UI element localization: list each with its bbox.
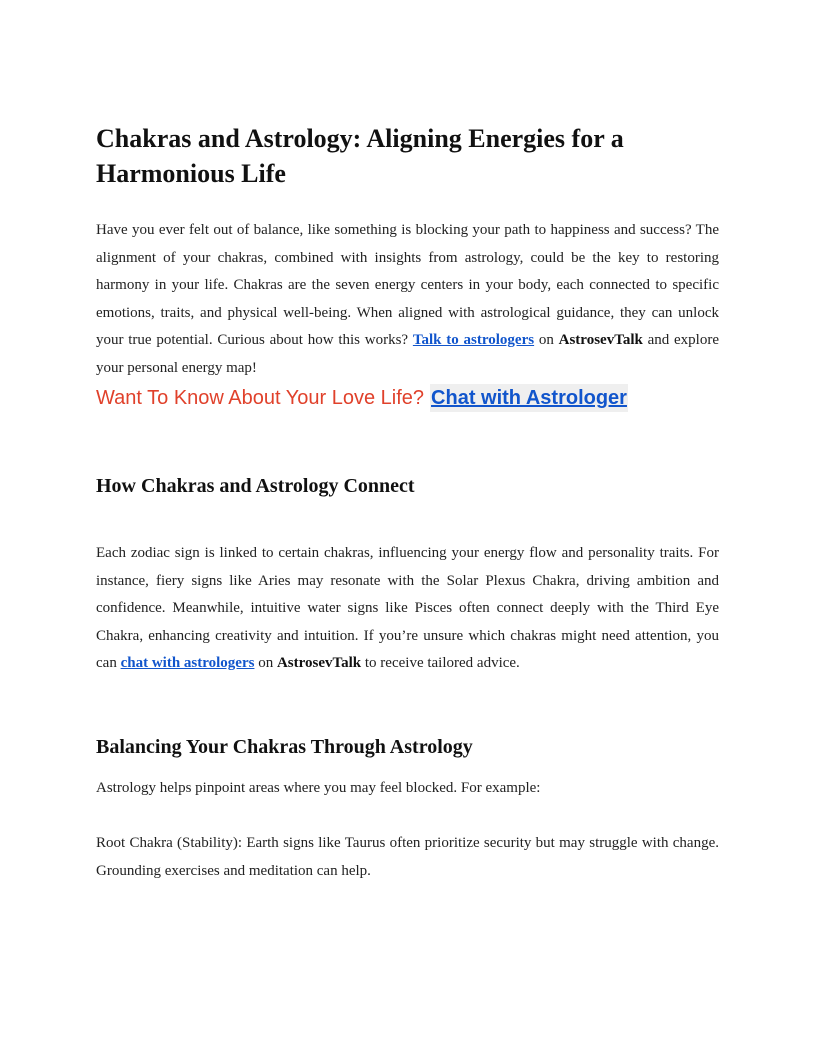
intro-paragraph bbox=[96, 217, 719, 382]
page-title: Chakras and Astrology: Aligning Energies for a Harmonious Life bbox=[96, 124, 624, 188]
root-chakra-paragraph: Root Chakra (Stability): Earth signs like Taurus often prioritize security but may struggle with change. Grounding exercises and meditation can help. bbox=[96, 835, 719, 879]
section-balancing-intro: Astrology helps pinpoint areas where you may feel blocked. For example: bbox=[96, 780, 541, 796]
chat-with-astrologer-link[interactable]: Chat with Astrologer bbox=[430, 384, 628, 412]
chat-with-astrologers-link[interactable]: chat with astrologers bbox=[120, 655, 255, 671]
intro-mid-text: on bbox=[534, 332, 559, 348]
intro-text: Have you ever felt out of balance, like something is blocking your path to happiness and success? The alignment of your chakras, combined with insights from astrology, could be the key to restoring harmony in your life. Chakras are the seven energy centers in your body, each connected to specific emotions, traits, and physical well-being. When aligned with astrological guidance, they can unlock your true potential. Curious about how this works? bbox=[96, 222, 719, 348]
talk-to-astrologers-link[interactable]: Talk to astrologers bbox=[412, 332, 535, 348]
section-connect-brand-name: AstrosevTalk bbox=[276, 655, 362, 671]
section-connect-text: Each zodiac sign is linked to certain chakras, influencing your energy flow and personality traits. For instance, fiery signs like Aries may resonate with the Solar Plexus Chakra, driving ambition and confidence. Meanwhile, intuitive water signs like Pisces often connect deeply with the Third Eye Chakra, enhancing creativity and intuition. If you’re unsure which chakras might need attention, you can bbox=[96, 545, 719, 671]
intro-tail-text: and explore your personal energy map! bbox=[96, 332, 720, 376]
section-connect-mid-text: on bbox=[254, 655, 277, 671]
section-connect-tail-text: to receive tailored advice. bbox=[361, 655, 520, 671]
section-heading-connect: How Chakras and Astrology Connect bbox=[96, 475, 415, 497]
promo-line bbox=[96, 384, 628, 412]
promo-text: Want To Know About Your Love Life? bbox=[96, 387, 425, 409]
section-connect-paragraph bbox=[96, 540, 719, 678]
intro-brand-name: AstrosevTalk bbox=[558, 332, 643, 348]
section-heading-balancing: Balancing Your Chakras Through Astrology bbox=[96, 736, 473, 758]
